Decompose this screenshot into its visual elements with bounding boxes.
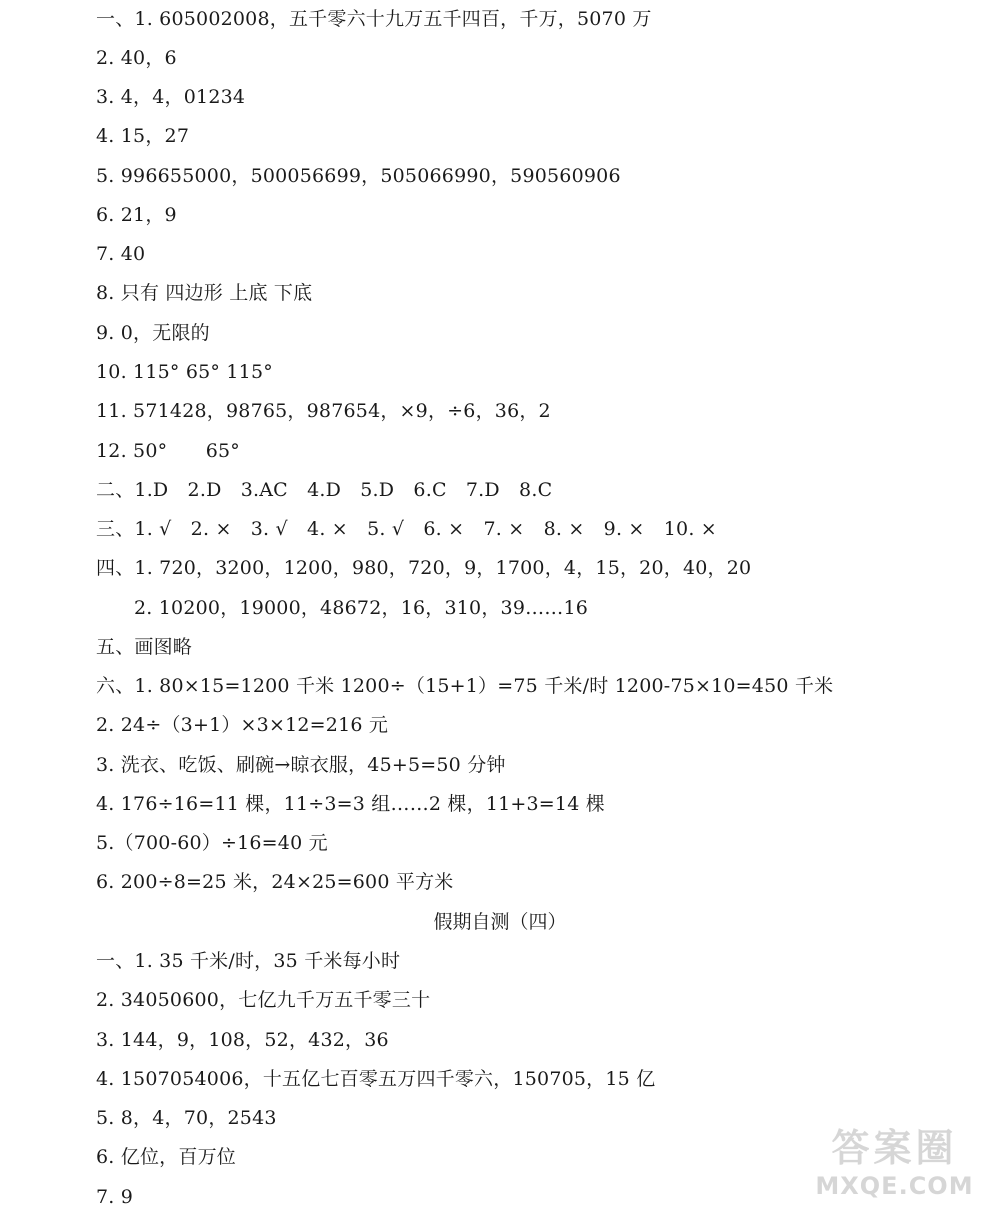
- answer-line: 10. 115° 65° 115°: [96, 361, 273, 383]
- answer-line: 2. 34050600，七亿九千万五千零三十: [96, 989, 431, 1011]
- answer-line: 三、1. √ 2. × 3. √ 4. × 5. √ 6. × 7. × 8. × 9. × 10. ×: [96, 518, 717, 540]
- answer-line: 2. 24÷（3+1）×3×12=216 元: [96, 714, 389, 736]
- answer-line: 7. 40: [96, 243, 146, 265]
- watermark-url: MXQE.COM: [815, 1172, 974, 1200]
- answer-line: 一、1. 605002008，五千零六十九万五千四百，千万，5070 万: [96, 8, 652, 30]
- answer-line: 9. 0，无限的: [96, 322, 210, 344]
- answer-line: 7. 9: [96, 1186, 134, 1208]
- answer-line: 5. 8，4，70，2543: [96, 1107, 277, 1129]
- answer-line: 五、画图略: [96, 636, 193, 658]
- watermark-text: 答案圈: [831, 1126, 958, 1170]
- answer-line: 8. 只有 四边形 上底 下底: [96, 282, 313, 304]
- answer-line: 5. 996655000，500056699，505066990，590560906: [96, 165, 621, 187]
- answer-line: 12. 50° 65°: [96, 440, 241, 462]
- answer-line: 4. 1507054006，十五亿七百零五万四千零六，150705，15 亿: [96, 1068, 656, 1090]
- answer-line: 2. 40，6: [96, 47, 177, 69]
- answer-line: 4. 15，27: [96, 125, 190, 147]
- answer-line: 四、1. 720，3200，1200，980，720，9，1700，4，15，20，40，20: [96, 557, 752, 579]
- answer-line: 5.（700-60）÷16=40 元: [96, 832, 328, 854]
- answer-line: 6. 200÷8=25 米，24×25=600 平方米: [96, 871, 454, 893]
- answer-line: 6. 亿位，百万位: [96, 1146, 236, 1168]
- answer-line: 11. 571428，98765，987654，×9，÷6，36，2: [96, 400, 551, 422]
- answer-line: 2. 10200，19000，48672，16，310，39……16: [134, 597, 589, 619]
- answer-line: 4. 176÷16=11 棵，11÷3=3 组……2 棵，11+3=14 棵: [96, 793, 605, 815]
- answer-line: 6. 21，9: [96, 204, 177, 226]
- answer-line: 3. 144，9，108，52，432，36: [96, 1029, 389, 1051]
- answer-line: 3. 洗衣、吃饭、刷碗→晾衣服，45+5=50 分钟: [96, 754, 506, 776]
- watermark-logo: [807, 1126, 982, 1204]
- answer-line: 二、1.D 2.D 3.AC 4.D 5.D 6.C 7.D 8.C: [96, 479, 553, 501]
- section-title: 假期自测（四）: [433, 911, 567, 933]
- answer-line: 3. 4，4，01234: [96, 86, 246, 108]
- answer-line: 六、1. 80×15=1200 千米 1200÷（15+1）=75 千米/时 1200-75×10=450 千米: [96, 675, 834, 697]
- answer-line: 一、1. 35 千米/时，35 千米每小时: [96, 950, 401, 972]
